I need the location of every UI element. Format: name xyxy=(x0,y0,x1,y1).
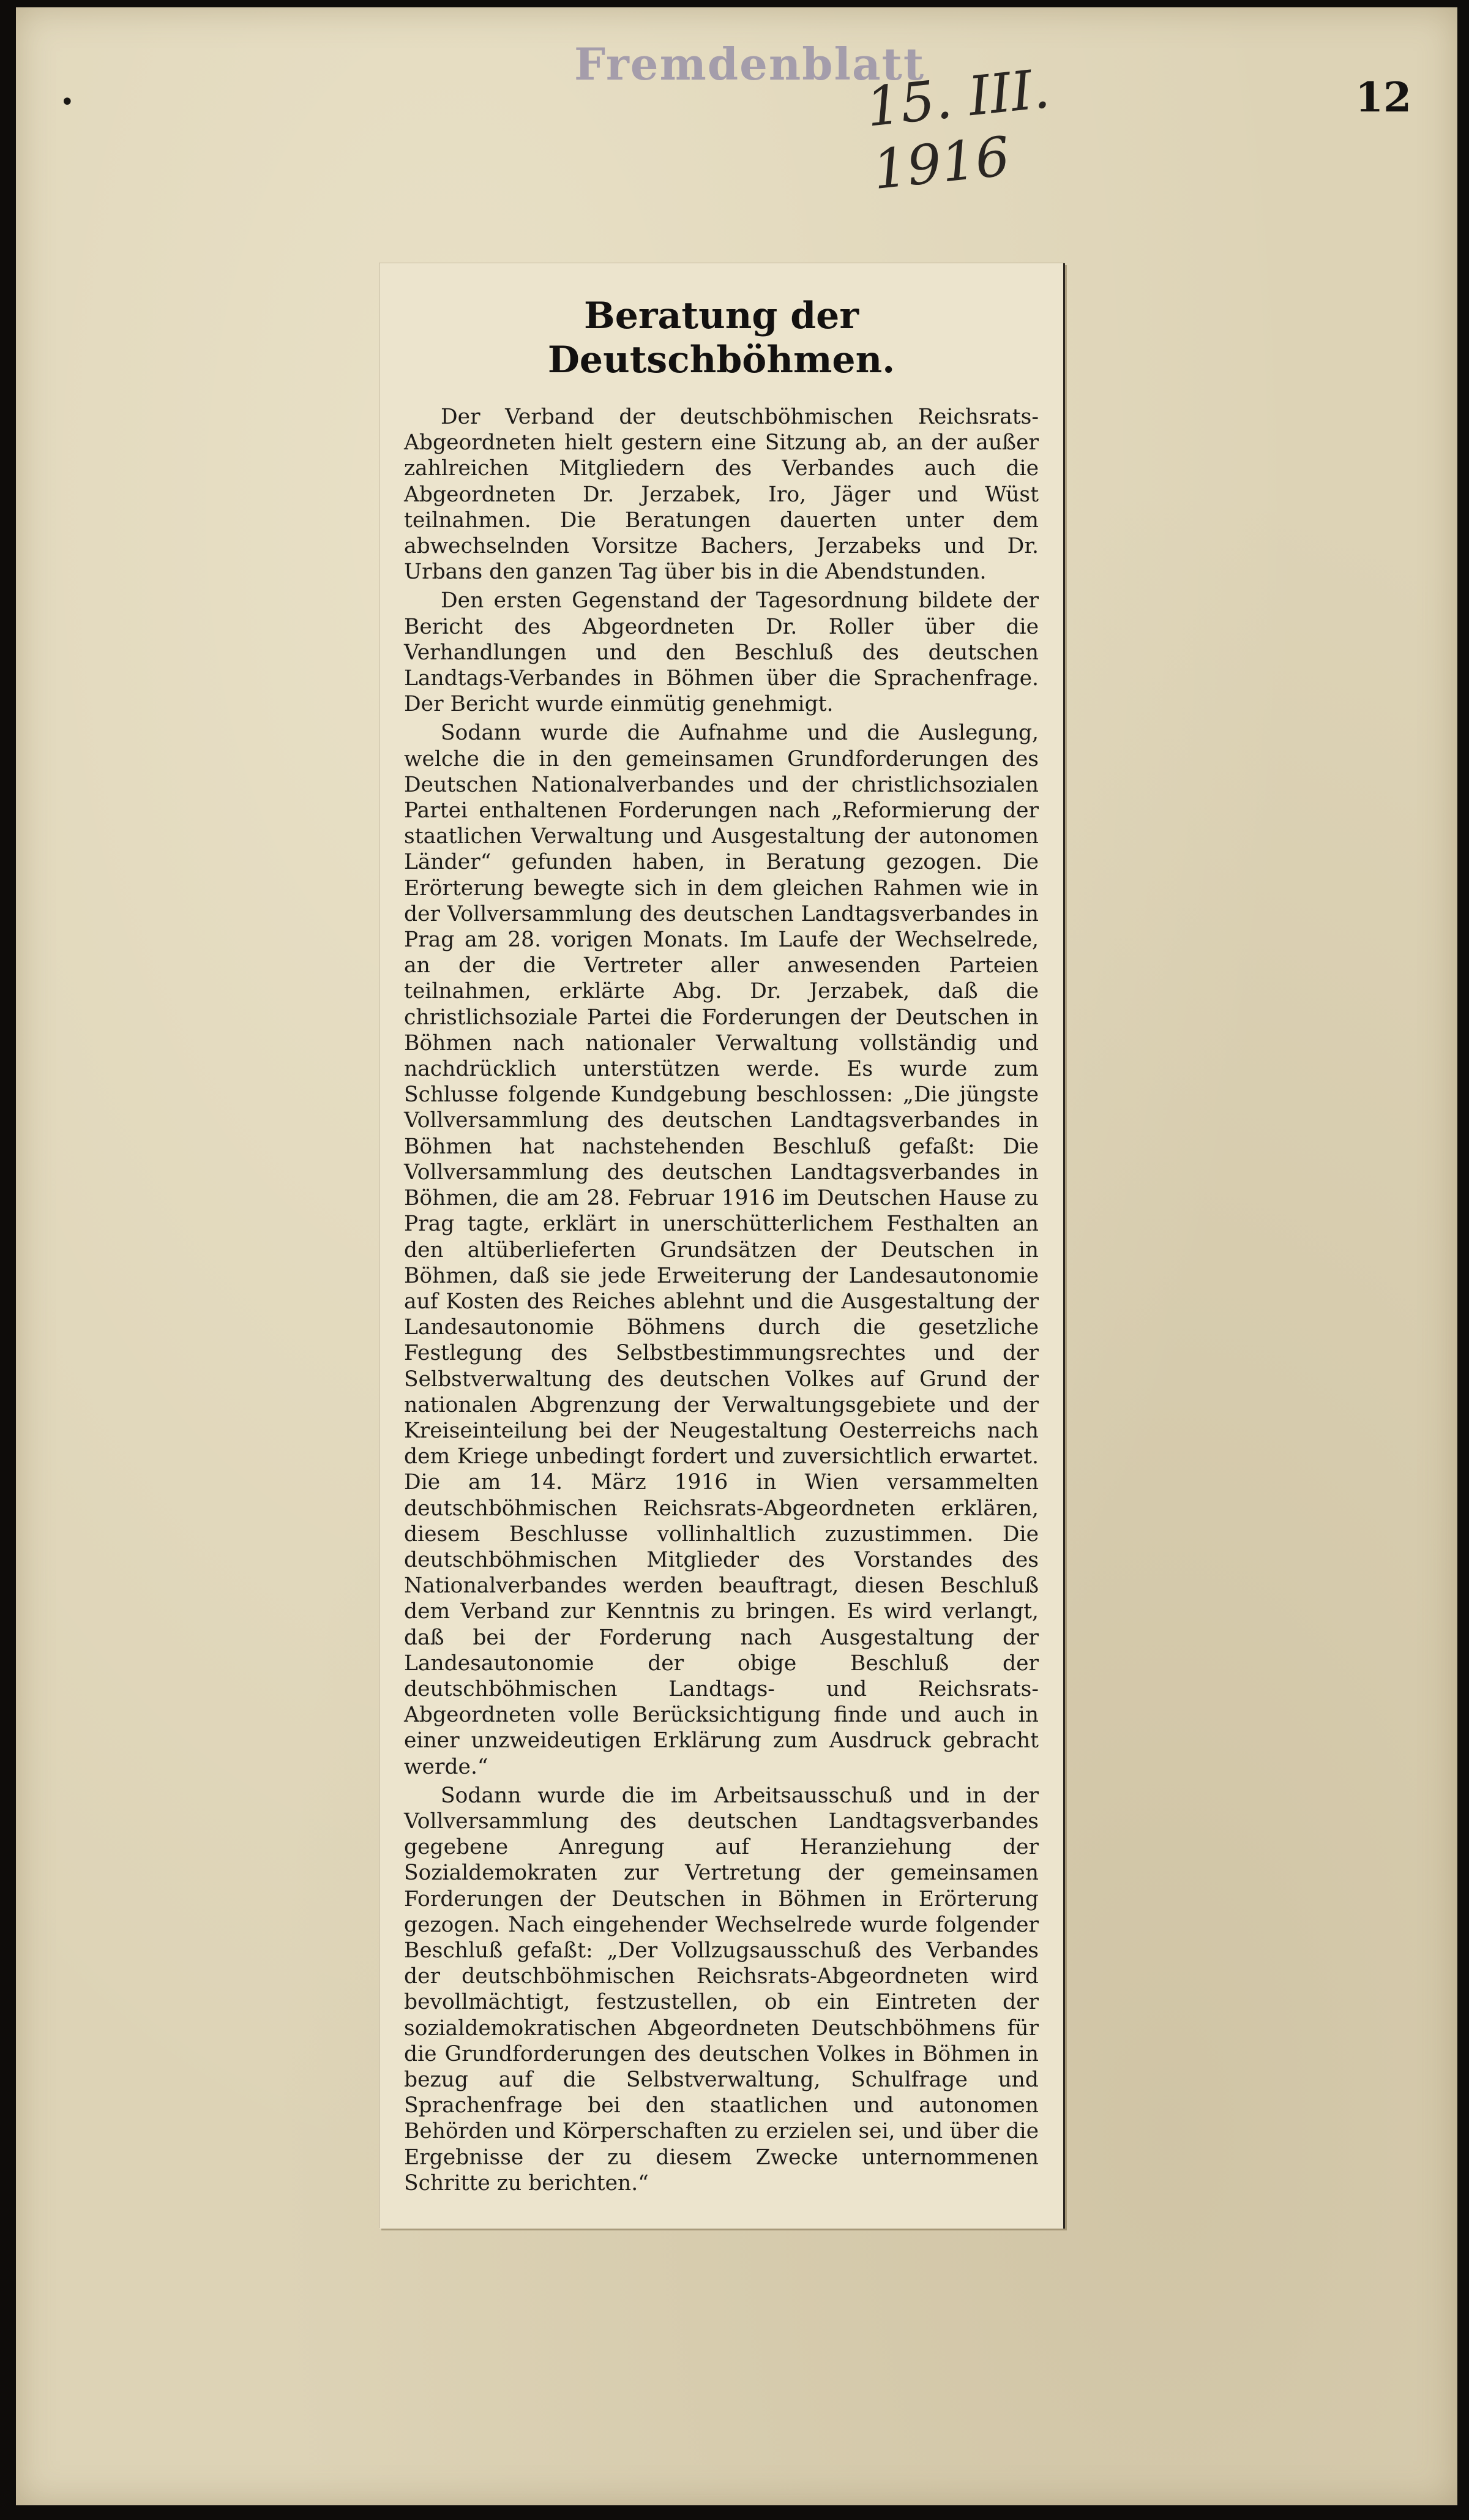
newspaper-name-stamp: Fremdenblatt xyxy=(574,38,925,90)
page-number: 12 xyxy=(1355,73,1411,121)
paragraph: Der Verband der deutschböhmischen Reichsrats-Abgeordneten hielt gestern eine Sitzung ab, an der außer zahlreichen Mitgliedern des Verbandes auch die Abgeordneten Dr. Jerzabek, Iro, Jäger und Wüst teilnahmen. Die Beratungen dauerten unter dem abwechselnden Vorsitze Bachers, Jerzabeks und Dr. Urbans den ganzen Tag über bis in die Abendstunden. xyxy=(404,405,1039,585)
article-body xyxy=(404,404,1039,2196)
paragraph: Sodann wurde die im Arbeitsausschuß und in der Vollversammlung des deutschen Landtagsverbandes gegebene Anregung auf Heranziehung der Sozialdemokraten zur Vertretung der gemeinsamen Forderungen der Deutschen in Böhmen in Erörterung gezogen. Nach eingehender Wechselrede wurde folgender Beschluß gefaßt: „Der Vollzugsausschuß des Verbandes der deutschböhmischen Reichsrats-Abgeordneten wird bevollmächtigt, festzustellen, ob ein Eintreten der sozialdemokratischen Abgeordneten Deutschböhmens für die Grundforderungen des deutschen Volkes in Böhmen in bezug auf die Selbstverwaltung, Schulfrage und Sprachenfrage bei den staatlichen und autonomen Behörden und Körperschaften zu erzielen sei, und über die Ergebnisse der zu diesem Zwecke unternommenen Schritte zu berichten.“ xyxy=(404,1783,1039,2196)
paragraph: Den ersten Gegenstand der Tagesordnung bildete der Bericht des Abgeordneten Dr. Roller über die Verhandlungen und den Beschluß des deutschen Landtags-Verbandes in Böhmen über die Sprachenfrage. Der Bericht wurde einmütig genehmigt. xyxy=(404,588,1039,717)
newspaper-clipping xyxy=(379,263,1065,2229)
article-title: Beratung der Deutschböhmen. xyxy=(547,294,895,381)
paragraph: Sodann wurde die Aufnahme und die Auslegung, welche die in den gemeinsamen Grundforderungen des Deutschen Nationalverbandes und der christlichsozialen Partei enthaltenen Forderungen nach „Reformierung der staatlichen Verwaltung und Ausgestaltung der autonomen Länder“ gefunden haben, in Beratung gezogen. Die Erörterung bewegte sich in dem gleichen Rahmen wie in der Vollversammlung des deutschen Landtagsverbandes in Prag am 28. vorigen Monats. Im Laufe der Wechselrede, an der die Vertreter aller anwesenden Parteien teilnahmen, erklärte Abg. Dr. Jerzabek, daß die christlichsoziale Partei die Forderungen der Deutschen in Böhmen nach nationaler Verwaltung vollständig und nachdrücklich unterstützen werde. Es wurde zum Schlusse folgende Kundgebung beschlossen: „Die jüngste Vollversammlung des deutschen Landtagsverbandes in Böhmen hat nachstehenden Beschluß gefaßt: Die Vollversammlung des deutschen Landtagsverbandes in Böhmen, die am 28. Februar 1916 im Deutschen Hause zu Prag tagte, erklärt in unerschütterlichem Festhalten an den altüberlieferten Grundsätzen der Deutschen in Böhmen, daß sie jede Erweiterung der Landesautonomie auf Kosten des Reiches ablehnt und die Ausgestaltung der Landesautonomie Böhmens durch die gesetzliche Festlegung des Selbstbestimmungsrechtes und der Selbstverwaltung des deutschen Volkes auf Grund der nationalen Abgrenzung der Verwaltungsgebiete und der Kreiseinteilung bei der Neugestaltung Oesterreichs nach dem Kriege unbedingt fordert und zuversichtlich erwartet. Die am 14. März 1916 in Wien versammelten deutschböhmischen Reichsrats-Abgeordneten erklären, diesem Beschlusse vollinhaltlich zuzustimmen. Die deutschböhmischen Mitglieder des Vorstandes des Nationalverbandes werden beauftragt, diesen Beschluß dem Verband zur Kenntnis zu bringen. Es wird verlangt, daß bei der Forderung nach Ausgestaltung der Landesautonomie der obige Beschluß der deutschböhmischen Landtags- und Reichsrats-Abgeordneten volle Berücksichtigung finde und auch in einer unzweideutigen Erklärung zum Ausdruck gebracht werde.“ xyxy=(404,721,1039,1779)
handwritten-date: 15. III. 1916 xyxy=(863,56,1053,202)
corner-mark: • xyxy=(60,88,75,116)
